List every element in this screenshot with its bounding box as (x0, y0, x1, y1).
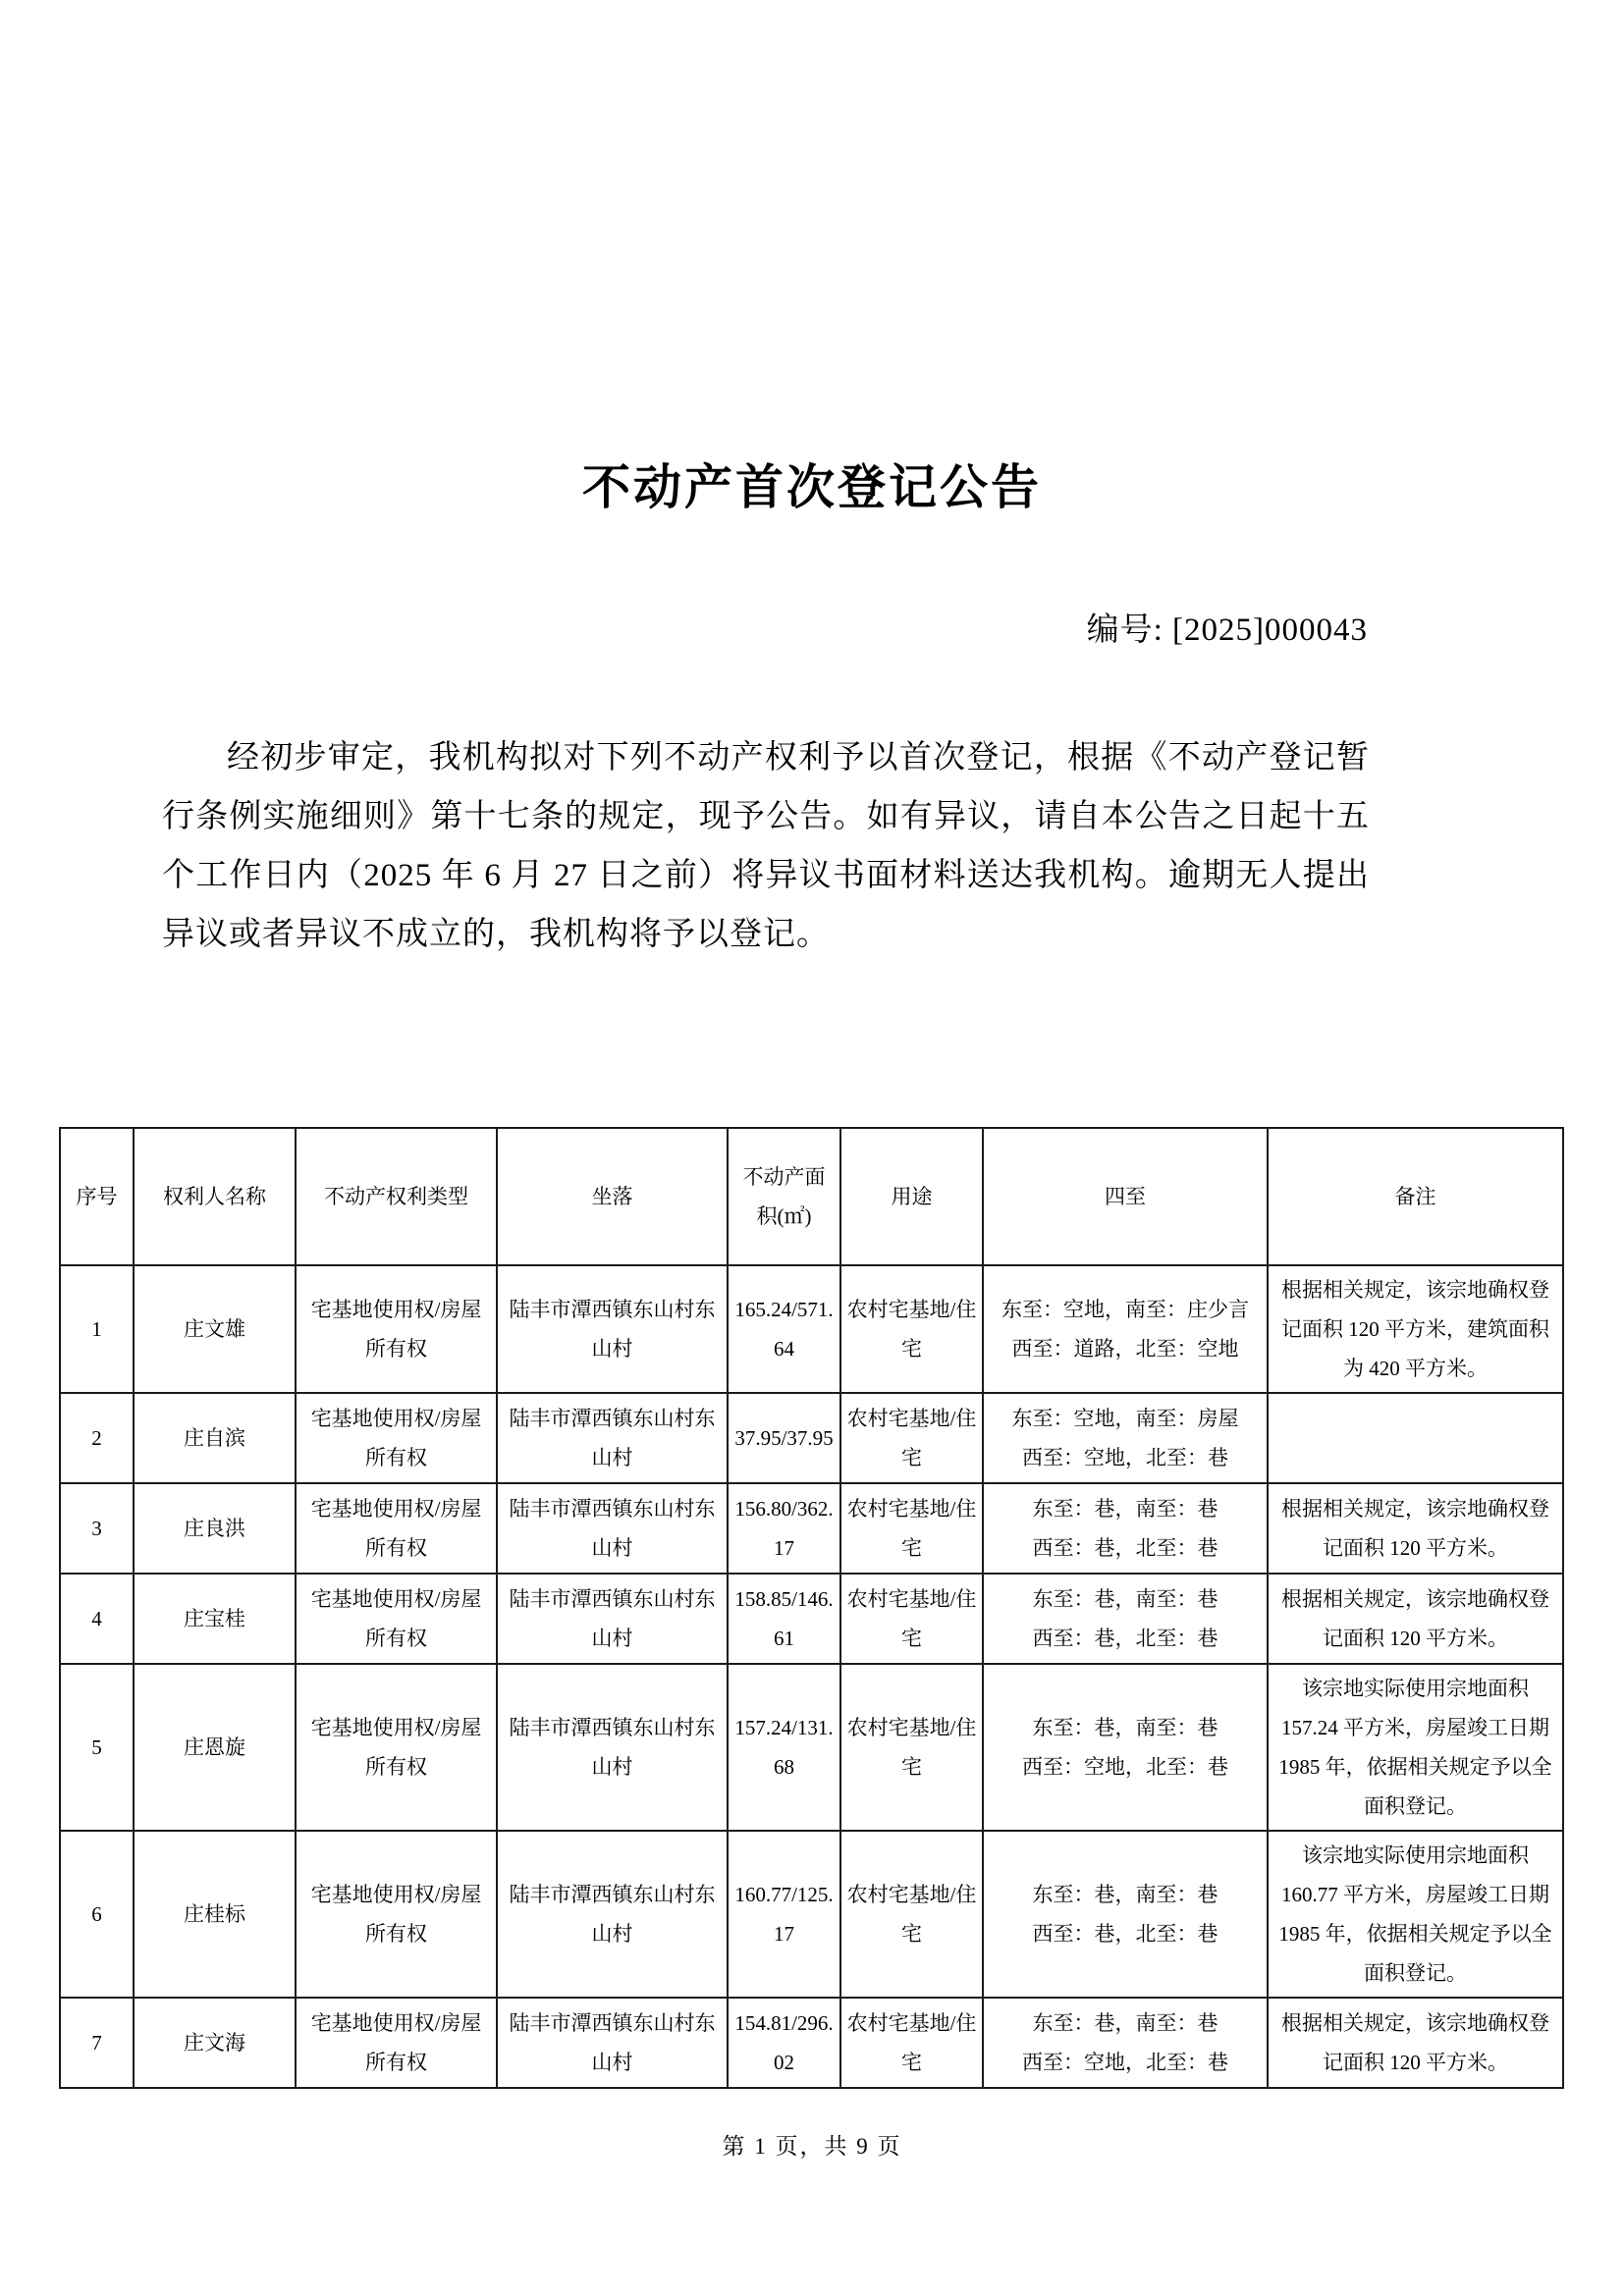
bounds-line: 东至：巷，南至：巷 (1032, 1883, 1218, 1906)
table-row (60, 1265, 1563, 1393)
cell-location: 陆丰市潭西镇东山村东山村 (497, 1664, 728, 1831)
cell-seq: 7 (60, 1998, 134, 2088)
cell-usage: 农村宅基地/住宅 (840, 1831, 983, 1998)
cell-seq: 3 (60, 1483, 134, 1574)
cell-right-type: 宅基地使用权/房屋所有权 (296, 1998, 497, 2088)
cell-location: 陆丰市潭西镇东山村东山村 (497, 1393, 728, 1483)
bounds-line: 西至：空地，北至：巷 (1022, 1446, 1228, 1469)
cell-right-type: 宅基地使用权/房屋所有权 (296, 1831, 497, 1998)
cell-location: 陆丰市潭西镇东山村东山村 (497, 1483, 728, 1574)
column-header-location: 坐落 (497, 1128, 728, 1265)
column-header-seq: 序号 (60, 1128, 134, 1265)
cell-seq: 1 (60, 1265, 134, 1393)
cell-owner: 庄文海 (134, 1998, 296, 2088)
cell-location: 陆丰市潭西镇东山村东山村 (497, 1574, 728, 1664)
cell-bounds (983, 1483, 1268, 1574)
cell-remark (1268, 1393, 1563, 1483)
bounds-line: 西至：巷，北至：巷 (1032, 1536, 1218, 1560)
cell-seq: 5 (60, 1664, 134, 1831)
cell-bounds (983, 1831, 1268, 1998)
cell-owner: 庄自滨 (134, 1393, 296, 1483)
table-row (60, 1664, 1563, 1831)
bounds-line: 东至：巷，南至：巷 (1032, 1497, 1218, 1521)
cell-owner: 庄良洪 (134, 1483, 296, 1574)
column-header-bounds: 四至 (983, 1128, 1268, 1265)
table-row (60, 1393, 1563, 1483)
cell-usage: 农村宅基地/住宅 (840, 1998, 983, 2088)
bounds-line: 西至：巷，北至：巷 (1032, 1922, 1218, 1946)
cell-owner: 庄宝桂 (134, 1574, 296, 1664)
cell-seq: 6 (60, 1831, 134, 1998)
column-header-owner: 权利人名称 (134, 1128, 296, 1265)
cell-right-type: 宅基地使用权/房屋所有权 (296, 1664, 497, 1831)
cell-remark: 根据相关规定，该宗地确权登记面积 120 平方米。 (1268, 1998, 1563, 2088)
doc-number: 编号: [2025]000043 (1086, 613, 1368, 648)
cell-bounds (983, 1393, 1268, 1483)
bounds-line: 东至：空地，南至：庄少言 (1001, 1298, 1249, 1321)
cell-right-type: 宅基地使用权/房屋所有权 (296, 1574, 497, 1664)
cell-usage: 农村宅基地/住宅 (840, 1265, 983, 1393)
cell-bounds (983, 1574, 1268, 1664)
cell-remark: 该宗地实际使用宗地面积 157.24 平方米，房屋竣工日期 1985 年，依据相关规定予以全面积登记。 (1268, 1664, 1563, 1831)
cell-usage: 农村宅基地/住宅 (840, 1483, 983, 1574)
cell-bounds (983, 1265, 1268, 1393)
cell-area: 160.77/125.17 (728, 1831, 840, 1998)
cell-area: 37.95/37.95 (728, 1393, 840, 1483)
cell-bounds (983, 1664, 1268, 1831)
cell-area: 158.85/146.61 (728, 1574, 840, 1664)
column-header-right-type: 不动产权利类型 (296, 1128, 497, 1265)
document-title: 不动产首次登记公告 (581, 461, 1042, 514)
bounds-line: 东至：巷，南至：巷 (1032, 1716, 1218, 1739)
cell-area: 165.24/571.64 (728, 1265, 840, 1393)
cell-usage: 农村宅基地/住宅 (840, 1664, 983, 1831)
column-header-remark: 备注 (1268, 1128, 1563, 1265)
cell-right-type: 宅基地使用权/房屋所有权 (296, 1265, 497, 1393)
bounds-line: 西至：空地，北至：巷 (1022, 2051, 1228, 2074)
bounds-line: 东至：空地，南至：房屋 (1011, 1407, 1239, 1430)
cell-area: 154.81/296.02 (728, 1998, 840, 2088)
cell-owner: 庄文雄 (134, 1265, 296, 1393)
cell-seq: 2 (60, 1393, 134, 1483)
cell-usage: 农村宅基地/住宅 (840, 1393, 983, 1483)
cell-location: 陆丰市潭西镇东山村东山村 (497, 1265, 728, 1393)
page-footer: 第 1 页，共 9 页 (722, 2134, 902, 2159)
table-row (60, 1831, 1563, 1998)
cell-owner: 庄恩旋 (134, 1664, 296, 1831)
cell-remark: 根据相关规定，该宗地确权登记面积 120 平方米，建筑面积为 420 平方米。 (1268, 1265, 1563, 1393)
bounds-line: 东至：巷，南至：巷 (1032, 1587, 1218, 1611)
cell-right-type: 宅基地使用权/房屋所有权 (296, 1393, 497, 1483)
registration-table (59, 1127, 1564, 2089)
cell-usage: 农村宅基地/住宅 (840, 1574, 983, 1664)
cell-location: 陆丰市潭西镇东山村东山村 (497, 1998, 728, 2088)
cell-area: 156.80/362.17 (728, 1483, 840, 1574)
cell-remark: 根据相关规定，该宗地确权登记面积 120 平方米。 (1268, 1574, 1563, 1664)
cell-seq: 4 (60, 1574, 134, 1664)
announcement-body: 经初步审定，我机构拟对下列不动产权利予以首次登记，根据《不动产登记暂行条例实施细则》第十七条的规定，现予公告。如有异议，请自本公告之日起十五个工作日内（2025 年 6 月 27 日之前）将异议书面材料送达我机构。逾期无人提出异议或者异议不成立的，我机构将予以登记。 (162, 740, 1370, 952)
bounds-line: 西至：道路，北至：空地 (1011, 1337, 1239, 1361)
bounds-line: 西至：巷，北至：巷 (1032, 1627, 1218, 1650)
cell-area: 157.24/131.68 (728, 1664, 840, 1831)
table-row (60, 1483, 1563, 1574)
cell-bounds (983, 1998, 1268, 2088)
cell-remark: 该宗地实际使用宗地面积 160.77 平方米，房屋竣工日期 1985 年，依据相关规定予以全面积登记。 (1268, 1831, 1563, 1998)
cell-location: 陆丰市潭西镇东山村东山村 (497, 1831, 728, 1998)
cell-right-type: 宅基地使用权/房屋所有权 (296, 1483, 497, 1574)
bounds-line: 西至：空地，北至：巷 (1022, 1755, 1228, 1779)
table-header-row (60, 1128, 1563, 1265)
cell-remark: 根据相关规定，该宗地确权登记面积 120 平方米。 (1268, 1483, 1563, 1574)
column-header-usage: 用途 (840, 1128, 983, 1265)
bounds-line: 东至：巷，南至：巷 (1032, 2011, 1218, 2035)
table-row (60, 1574, 1563, 1664)
column-header-area: 不动产面积(㎡) (728, 1128, 840, 1265)
table-row (60, 1998, 1563, 2088)
cell-owner: 庄桂标 (134, 1831, 296, 1998)
